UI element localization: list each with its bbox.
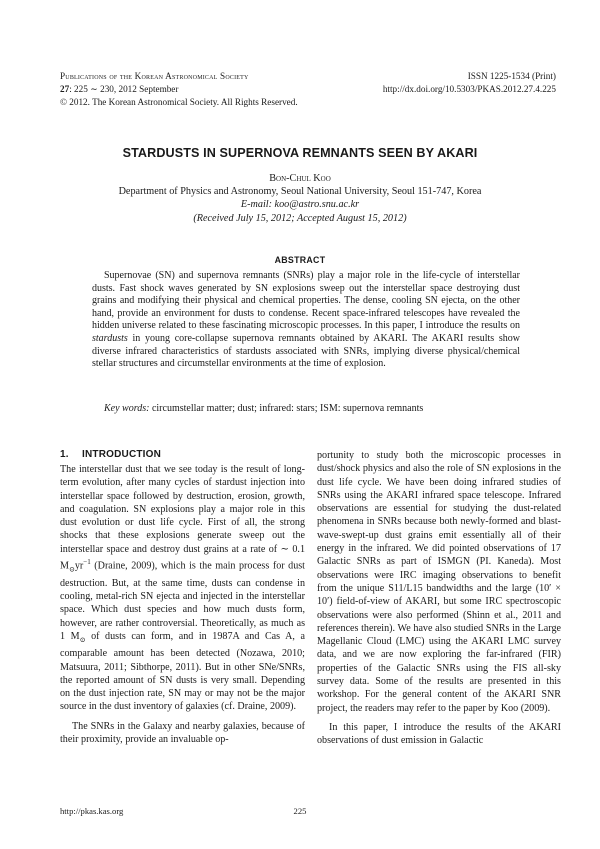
section-title: INTRODUCTION	[82, 449, 162, 460]
intro-paragraph-1	[60, 463, 305, 714]
abstract-italic-term: stardusts	[92, 332, 128, 344]
p1-text-d: of dusts can form, and in 1987A and Cas A, a comparable amount has been detected (Nozawa, 2010; Matsuura, 2011; Sibthorpe, 2011). But in other SNe/SNRs, the reported amount of SN dusts is very small. Depending on the dust injection rate, SN may or may not be the major source in the dust inventory of galaxies (cf. Draine, 2009).	[60, 630, 305, 713]
abstract-text	[92, 270, 520, 371]
intro-paragraph-2: The SNRs in the Galaxy and nearby galaxies, because of their proximity, provide an invaluable op-	[60, 720, 305, 746]
solar-symbol: ⊙	[79, 635, 86, 644]
author-email[interactable]: E-mail: koo@astro.snu.ac.kr	[240, 199, 360, 211]
abstract-heading: ABSTRACT	[274, 255, 326, 265]
doi-link[interactable]: http://dx.doi.org/10.5303/PKAS.2012.27.4.225	[382, 84, 556, 94]
journal-name: Publications of the Korean Astronomical Society	[60, 71, 249, 81]
footer-url[interactable]: http://pkas.kas.org	[60, 806, 124, 816]
page-range: : 225 ∼ 230, 2012 September	[69, 84, 179, 94]
volume-number: 27	[60, 84, 70, 94]
author-name: Bon-Chul Koo	[269, 173, 331, 184]
intro-paragraph-3: In this paper, I introduce the results of the AKARI observations of dust emission in Galactic	[317, 721, 561, 747]
keywords	[92, 403, 522, 416]
copyright-line: © 2012. The Korean Astronomical Society. All Rights Reserved.	[60, 97, 298, 107]
keywords-list: circumstellar matter; dust; infrared: stars; ISM: supernova remnants	[149, 403, 424, 414]
issn: ISSN 1225-1534 (Print)	[467, 71, 556, 81]
body-column-left	[60, 463, 305, 746]
keywords-label: Key words:	[104, 403, 150, 414]
p1-text-a: The interstellar dust that we see today is the result of long-term evolution, after many cycles of stardust injection into interstellar space followed by destruction, erosion, growth, and coagulation. SN explosions play a major role in this dust evolution or dust life cycle. First of all, the strong shocks that these explosions generate sweep out the interstellar space and destroy dust grains at a rate of ∼ 0.1 M	[60, 464, 305, 572]
section-number: 1.	[60, 449, 69, 460]
section-heading	[60, 449, 161, 460]
solar-symbol: ⊙	[68, 565, 75, 574]
intro-paragraph-2-continued: portunity to study both the microscopic processes in dust/shock physics and also the role of SN explosions in the dust life cycle. We have been doing infrared studies of SNRs using the AKARI infrared space telescope. Infrared observations are essential for studying the dust-related phenomena in SNRs because both newly-formed and blast-wave-swept-up dust grains emit essentially all of their energy in the infrared. We did pointed observations of 17 Galactic SNRs as part of ISMGN (PI. Kaneda). Most observations were IRC imaging observations to benefit from the unique S11/L15 bandwidths and the large (10′ × 10′) field-of-view of AKARI, but some IRC spectroscopic observations were also performed (Shinn et al., 2011 and references therein). We have also studied SNRs in the Large Magellanic Cloud (LMC) using the AKARI LMC survey data, and we are now exploring the far-infrared (FIR) properties of the Galactic SNRs using the FIS all-sky survey data. Some of the results are presented in this workshop. For the general content of the AKARI SNR project, the readers may refer to the paper by Koo (2009).	[317, 450, 561, 714]
p1-exponent: −1	[83, 558, 91, 567]
received-dates: (Received July 15, 2012; Accepted August 15, 2012)	[193, 212, 407, 224]
p1-unit: yr	[74, 560, 84, 572]
author-block	[0, 172, 600, 225]
abstract-part-2: in young core-collapse supernova remnants obtained by AKARI. The AKARI results show diverse infrared characteristics of stardusts associated with SNRs, implying diverse physical/chemical stellar structures and circumstellar environments at the time of explosion.	[92, 332, 520, 370]
abstract-part-1: Supernovae (SN) and supernova remnants (SNRs) play a major role in the life-cycle of interstellar dusts. Fast shock waves generated by SN explosions sweep out the interstellar space destroying dust grains and modifying their physical and chemical properties. The dense, cooling SN ejecta, on the other hand, provide an environment for dusts to condense. Recent space-infrared telescopes have revealed the hidden universe related to these fascinating microscopic processes. In this paper, I introduce the results on	[92, 270, 520, 332]
p1-text-c: (Draine, 2009), which is the main process for dust destruction. But, at the same time, dusts can condense in cooling, metal-rich SN ejecta and injected in the interstellar space. Which dust species and how much dusts form, however, are rather controversial. Theoretically, as much as 1 M	[60, 560, 305, 642]
body-column-right	[317, 449, 561, 748]
journal-header	[60, 70, 298, 109]
volume-line	[60, 83, 298, 96]
page-number: 225	[293, 806, 307, 816]
affiliation: Department of Physics and Astronomy, Seoul National University, Seoul 151-747, Korea	[118, 186, 482, 198]
issn-block	[383, 70, 556, 96]
paper-title: STARDUSTS IN SUPERNOVA REMNANTS SEEN BY AKARI	[122, 146, 478, 160]
